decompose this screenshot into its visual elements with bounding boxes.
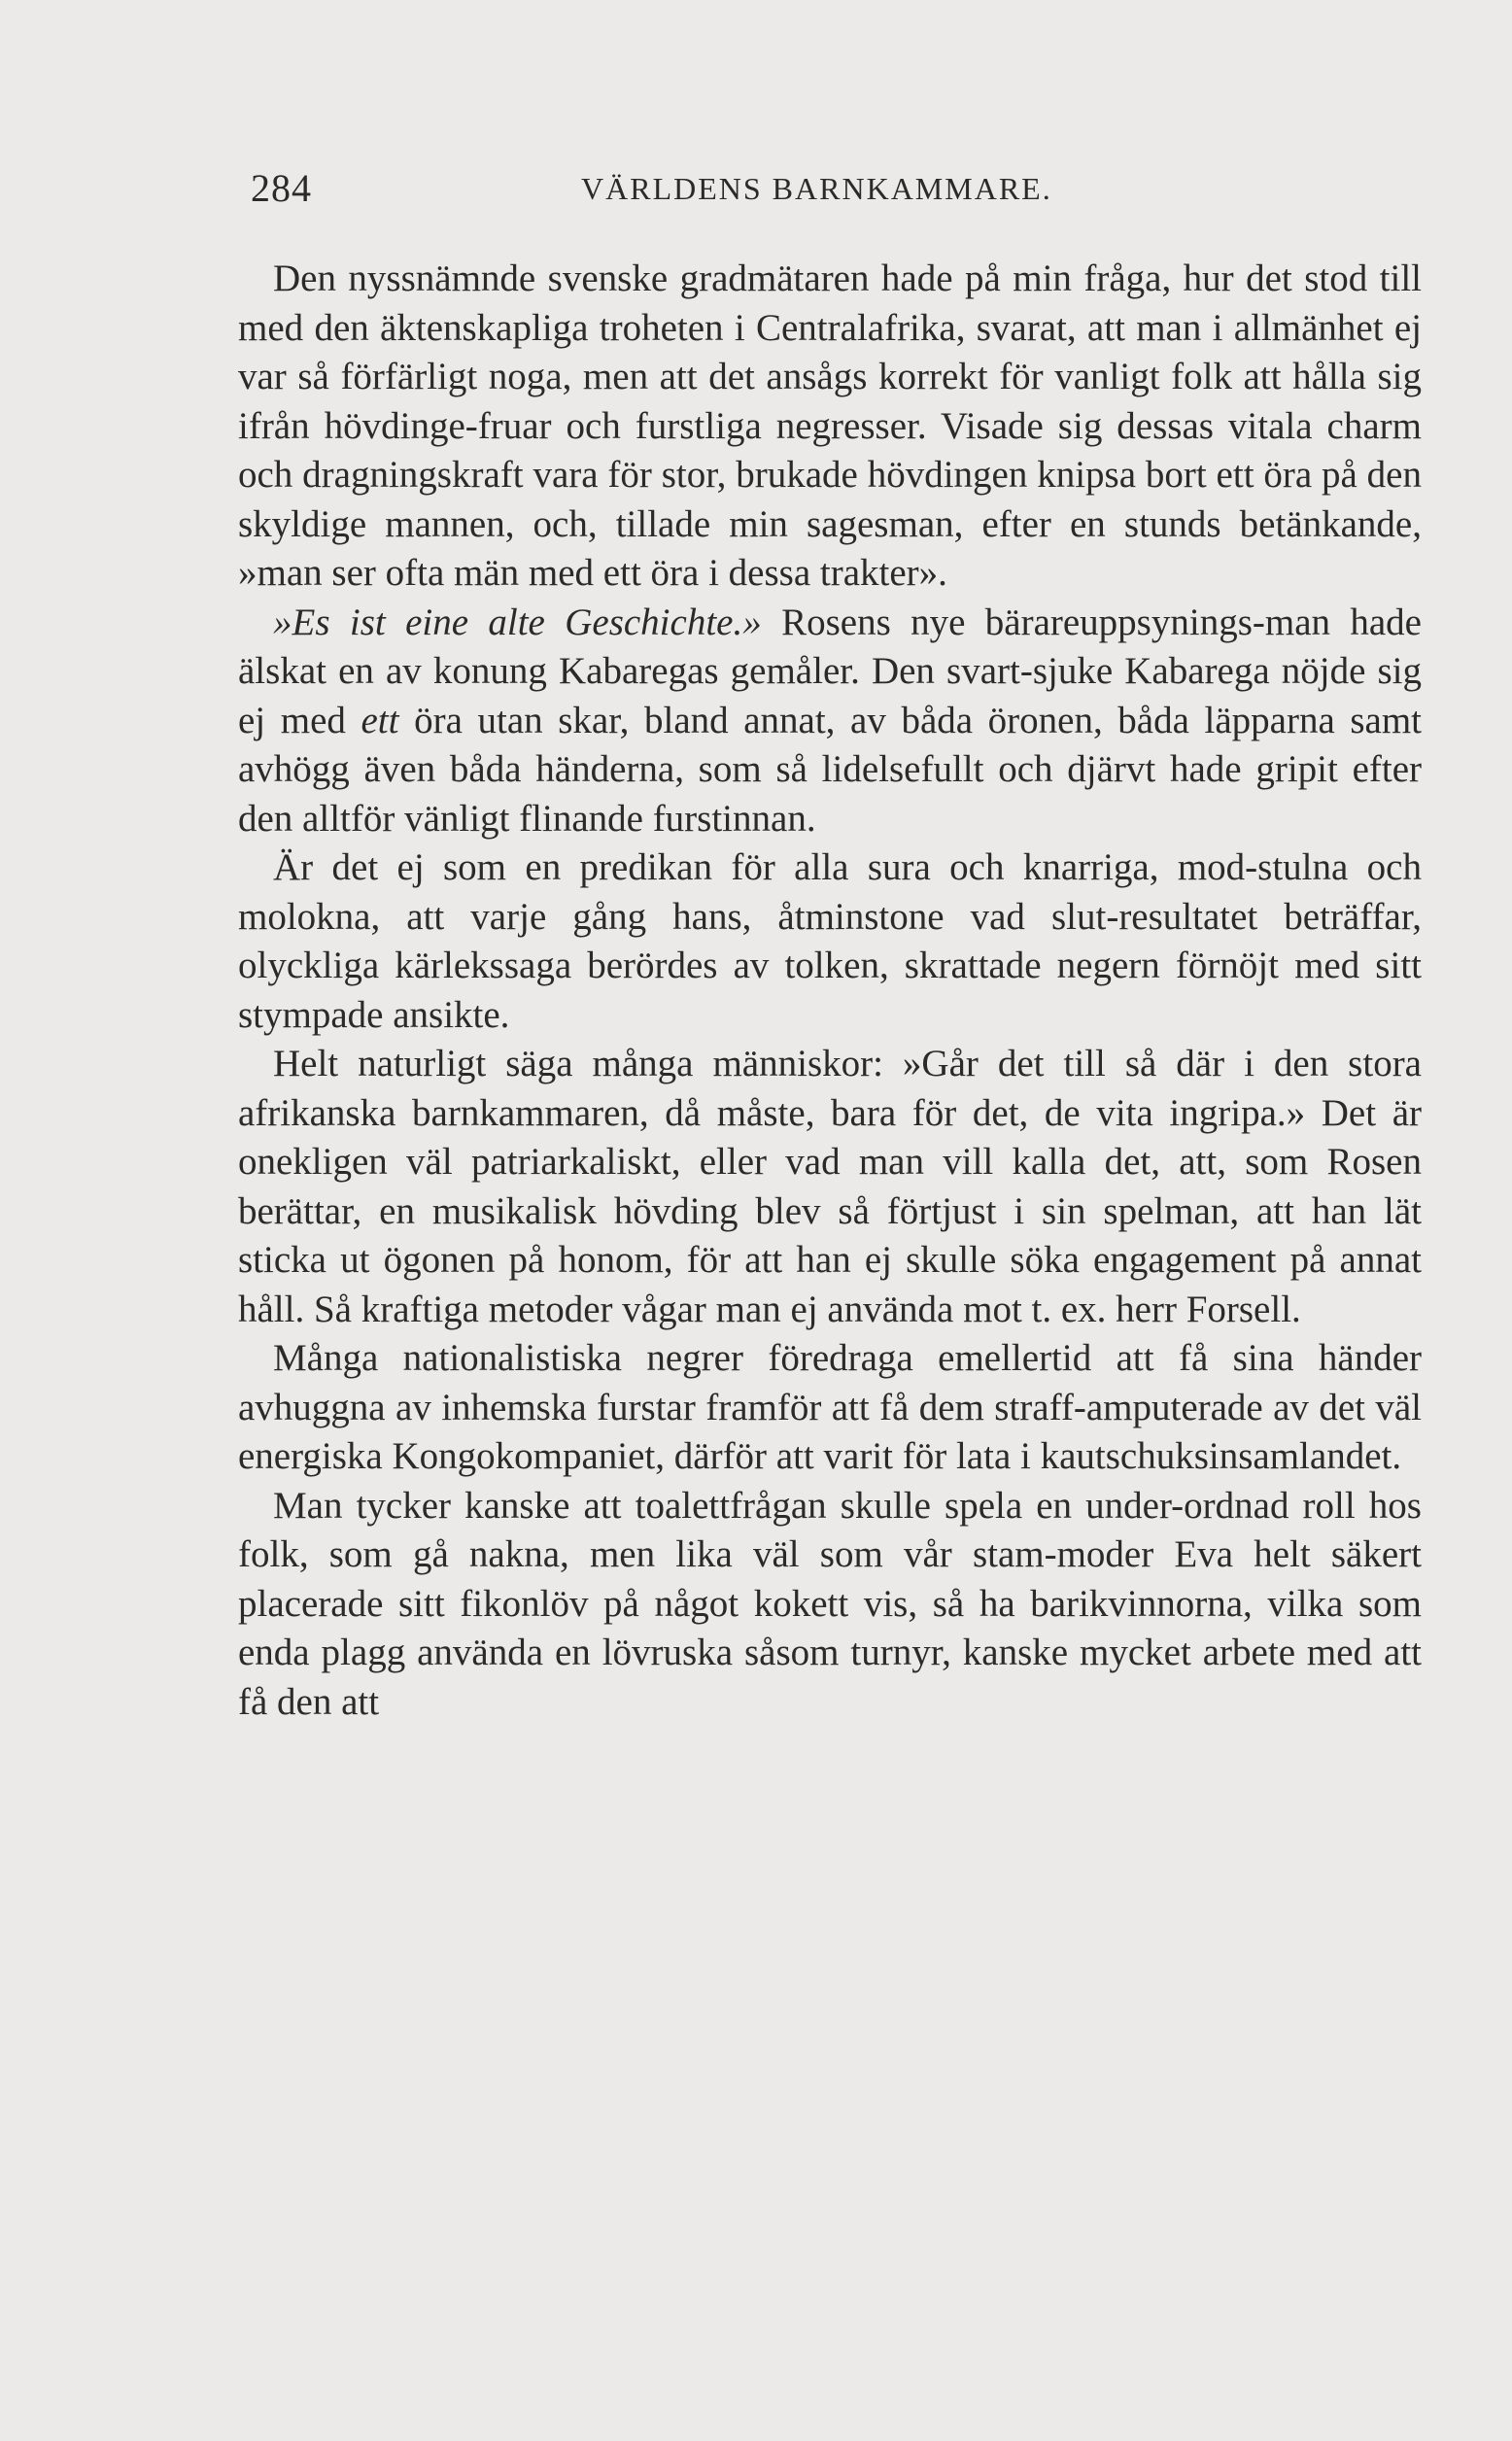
page-number: 284: [251, 166, 312, 210]
paragraph: Är det ej som en predikan för alla sura och knarriga, mod-stulna och molokna, att varje gång hans, åtminstone vad slut-resultatet beträffar, olyckliga kärlekssaga berördes av tolken, skrattade negern förnöjt med sitt stympade ansikte.: [238, 846, 1422, 1036]
page-header: [251, 165, 1426, 223]
paragraph: Den nyssnämnde svenske gradmätaren hade på min fråga, hur det stod till med den äktenskapliga troheten i Centralafrika, svarat, att man i allmänhet ej var så förfärligt noga, men att det ansågs korrekt för vanligt folk att hålla sig ifrån hövdinge-fruar och furstliga negresser. Visade sig dessas vitala charm och dragningskraft vara för stor, brukade hövdingen knipsa bort ett öra på den skyldige mannen, och, tillade min sagesman, efter en stunds betänkande, »man ser ofta män med ett öra i dessa trakter».: [238, 258, 1422, 594]
body-text: [238, 255, 1422, 1727]
paragraph-text: Rosens nye bärareuppsynings-man hade älskat en av konung Kabaregas gemåler. Den svart-sjuke Kabarega nöjde sig ej med: [238, 601, 1422, 741]
paragraph: [238, 599, 1422, 844]
running-title: VÄRLDENS BARNKAMMARE.: [581, 171, 1052, 206]
paragraph: Man tycker kanske att toalettfrågan skulle spela en under-ordnad roll hos folk, som gå nakna, men lika väl som vår stam-moder Eva helt säkert placerade sitt fikonlöv på något kokett vis, så ha barikvinnorna, vilka som enda plagg använda en lövruska såsom turnyr, kanske mycket arbete med att få den att: [238, 1484, 1422, 1723]
paragraph: Många nationalistiska negrer föredraga emellertid att få sina händer avhuggna av inhemska furstar framför att få dem straff-amputerade av det väl energiska Kongokompaniet, därför att varit för lata i kautschuksinsamlandet.: [238, 1337, 1422, 1477]
italic-word: ett: [361, 699, 399, 741]
italic-quote: »Es ist eine alte Geschichte.»: [273, 601, 762, 643]
paragraph: Helt naturligt säga många människor: »Går det till så där i den stora afrikanska barnkammaren, då måste, bara för det, de vita ingripa.» Det är onekligen väl patriarkaliskt, eller vad man vill kalla det, att, som Rosen berättar, en musikalisk hövding blev så förtjust i sin spelman, att han lät sticka ut ögonen på honom, för att han ej skulle söka engagement på annat håll. Så kraftiga metoder vågar man ej använda mot t. ex. herr Forsell.: [238, 1043, 1422, 1330]
paragraph-text: öra utan skar, bland annat, av båda öronen, båda läpparna samt avhögg även båda händerna, som så lidelsefullt och djärvt hade gripit efter den alltför vänligt flinande furstinnan.: [238, 699, 1423, 840]
